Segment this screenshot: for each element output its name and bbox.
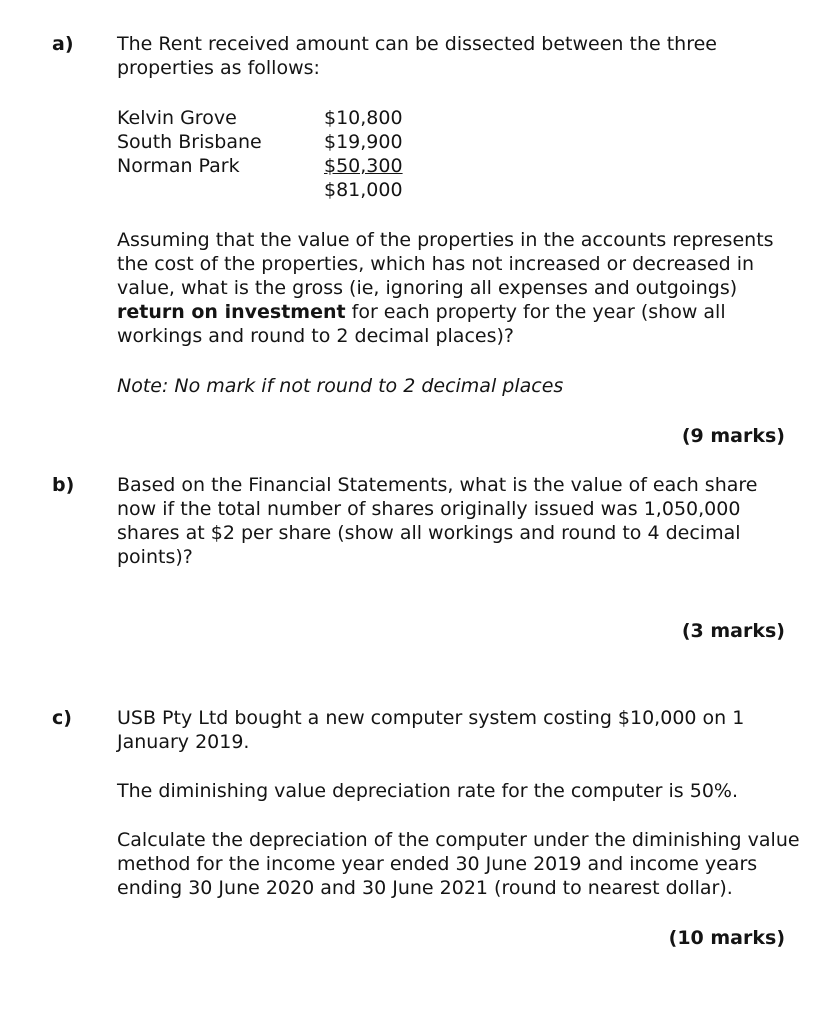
question-c-marks: (10 marks) [668,927,785,949]
property-table [117,106,417,202]
question-a-text [117,228,797,348]
question-c-text3: Calculate the depreciation of the computer under the diminishing value method for the income year ended 30 June 2019 and income years ending 30 June 2020 and 30 June 2021 (round to nearest dollar). [117,829,800,899]
property-row [117,106,417,130]
total-row [117,178,417,202]
question-a-bold-term: return on investment [117,301,346,323]
question-a-note: Note: No mark if not round to 2 decimal places [117,375,564,397]
question-a-marks: (9 marks) [681,425,785,447]
question-a-label: a) [52,33,74,55]
property-amount: $10,800 [324,107,403,129]
question-a-part2: for each property for the year (show all workings and round to 2 decimal places)? [117,301,726,347]
property-name: Norman Park [117,155,240,177]
question-b-label: b) [52,474,75,496]
property-name: South Brisbane [117,131,262,153]
property-name: Kelvin Grove [117,107,237,129]
total-amount: $81,000 [324,179,403,201]
question-a-intro: The Rent received amount can be dissected between the three properties as follows: [117,33,717,79]
property-amount: $19,900 [324,131,403,153]
question-c-label: c) [52,707,72,729]
question-b-marks: (3 marks) [681,620,785,642]
property-amount: $50,300 [324,155,403,177]
question-a-part1: Assuming that the value of the properties in the accounts represents the cost of the properties, which has not increased or decreased in value, what is the gross (ie, ignoring all expenses and outgoings) [117,229,774,299]
question-b-text: Based on the Financial Statements, what is the value of each share now if the total number of shares originally issued was 1,050,000 shares at $2 per share (show all workings and round to 4 decimal points)? [117,474,758,568]
property-row [117,130,417,154]
property-row [117,154,417,178]
question-c-text1: USB Pty Ltd bought a new computer system costing $10,000 on 1 January 2019. [117,707,745,753]
question-c-text2: The diminishing value depreciation rate for the computer is 50%. [117,780,738,802]
